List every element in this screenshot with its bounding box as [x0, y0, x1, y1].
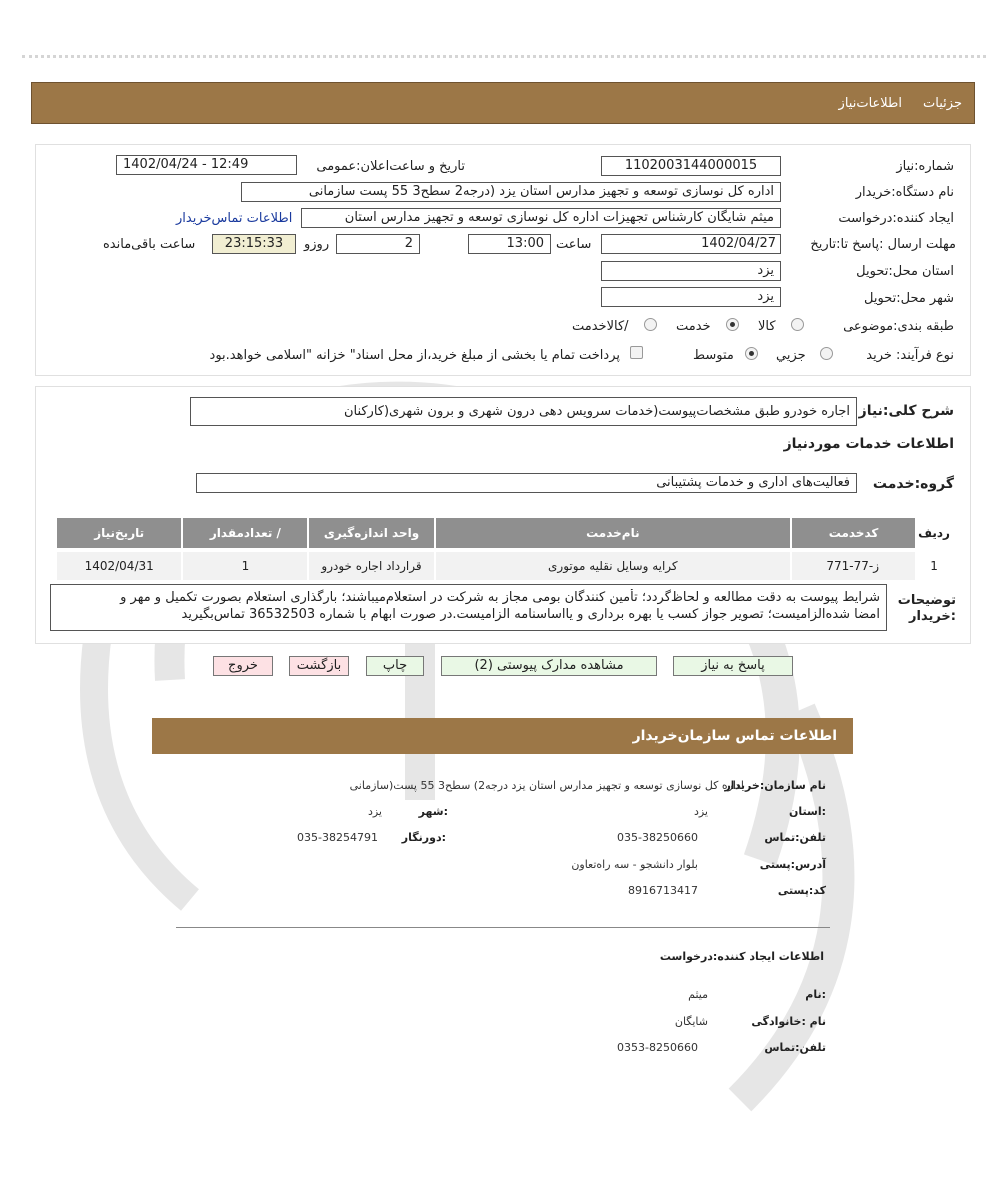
province-field: یزد — [601, 261, 781, 281]
service-group-field: فعالیت‌های اداری و خدمات پشتیبانی — [196, 473, 857, 493]
table-header-row — [57, 518, 952, 548]
city-field: یزد — [601, 287, 781, 307]
col-service-name: نام‌خدمت — [435, 518, 791, 548]
reply-button[interactable]: پاسخ به نیاز — [673, 656, 793, 676]
creator-family-value: شایگان — [674, 1015, 708, 1028]
contact-city-label: :شهر — [418, 805, 448, 818]
process-medium-radio[interactable] — [745, 347, 758, 360]
print-button[interactable]: چاپ — [366, 656, 424, 676]
creator-field: میثم شایگان کارشناس تجهیزات اداره کل نوسازی توسعه و تجهیز مدارس استان — [301, 208, 781, 228]
creator-phone-value: 0353-8250660 — [617, 1041, 698, 1054]
category-label: طبقه بندی:موضوعی — [843, 319, 954, 334]
deadline-date-field: 1402/04/27 — [601, 234, 781, 254]
contact-postal-label: کد:پستی — [777, 884, 826, 897]
remaining-label: ساعت باقی‌مانده — [103, 237, 196, 252]
province-label: استان محل:تحویل — [856, 264, 954, 279]
cell-need-date: 1402/04/31 — [57, 552, 182, 580]
announce-label: تاریخ و ساعت‌اعلان:عمومی — [316, 159, 465, 174]
tab-details[interactable]: جزئیات — [923, 96, 962, 111]
creator-family-label: نام :خانوادگی — [751, 1015, 826, 1028]
contact-province-label: :استان — [789, 805, 826, 818]
top-divider — [22, 55, 986, 58]
contact-phone-label: تلفن:تماس — [764, 831, 826, 844]
buyer-contact-link[interactable]: اطلاعات تماس‌خریدار — [176, 211, 293, 226]
buyer-notes-box — [50, 584, 887, 631]
need-number-field: 1102003144000015 — [601, 156, 781, 176]
category-service-radio[interactable] — [726, 318, 739, 331]
category-goods-service-radio[interactable] — [644, 318, 657, 331]
remaining-time-field: 23:15:33 — [212, 234, 296, 254]
treasury-payment-note: پرداخت تمام یا بخشی از مبلغ خرید،از محل اسناد" خزانه "اسلامی خواهد.بود — [209, 348, 620, 363]
creator-name-value: میثم — [688, 988, 708, 1001]
col-row-number: ردیف — [916, 518, 952, 548]
contact-phone-value: 035-38250660 — [617, 831, 698, 844]
contact-address-value: بلوار دانشجو - سه راه‌تعاون — [571, 858, 698, 871]
contact-org-value: اداره کل نوسازی توسعه و تجهیز مدارس استان یزد درجه2) سطح3 55 پست(سازمانی — [349, 779, 744, 792]
general-desc-label: شرح کلی:نیاز — [858, 403, 954, 419]
need-number-label: شماره:نیاز — [896, 159, 954, 174]
buyer-notes-line2: امضا شده‌الزامیست؛ تصویر جواز کسب یا بهره برداری و یااساسنامه الزامیست.در صورت ابهام با شماره 36532503 تماس‌بگیرید — [181, 607, 880, 622]
days-label: روزو — [304, 237, 330, 252]
creator-info-title: اطلاعات ایجاد کننده:درخواست — [659, 950, 824, 963]
contact-divider — [176, 927, 830, 928]
treasury-payment-checkbox[interactable] — [630, 346, 643, 359]
cell-service-code: ز-77-771 — [791, 552, 916, 580]
process-medium-label: متوسط — [693, 348, 734, 363]
col-service-code: کدخدمت — [791, 518, 916, 548]
cell-row-number: 1 — [916, 552, 952, 580]
cell-unit: قرارداد اجاره خودرو — [308, 552, 434, 580]
deadline-time-field: 13:00 — [468, 234, 551, 254]
table-row — [57, 552, 952, 580]
general-desc-field: اجاره خودرو طبق مشخصات‌پیوست(خدمات سرویس دهی درون شهری و برون شهری(کارکنان — [190, 397, 857, 426]
cell-quantity: 1 — [182, 552, 308, 580]
creator-label: ایجاد کننده:درخواست — [838, 211, 954, 226]
contact-fax-label: :دورنگار — [401, 831, 446, 844]
contact-province-value: یزد — [693, 805, 708, 818]
city-label: شهر محل:تحویل — [864, 291, 954, 306]
creator-name-label: :نام — [805, 988, 826, 1001]
services-table — [57, 518, 953, 580]
tab-need-info[interactable]: اطلاعات‌نیاز — [838, 96, 902, 111]
contact-fax-value: 035-38254791 — [297, 831, 378, 844]
creator-phone-label: تلفن:تماس — [764, 1041, 826, 1054]
col-unit: واحد اندازه‌گیری — [308, 518, 434, 548]
service-group-label: گروه:خدمت — [872, 476, 954, 492]
announce-field: 1402/04/24 - 12:49 — [116, 155, 297, 175]
need-info-panel — [35, 144, 971, 376]
exit-button[interactable]: خروج — [213, 656, 273, 676]
col-need-date: تاریخ‌نیاز — [57, 518, 182, 548]
services-title: اطلاعات خدمات موردنیاز — [783, 436, 954, 452]
buyer-notes-label: توضیحات :خریدار — [897, 593, 956, 624]
col-quantity: / تعدادمقدار — [182, 518, 308, 548]
cell-service-name: کرایه وسایل نقلیه موتوری — [435, 552, 791, 580]
buyer-contact-title: اطلاعات تماس سازمان‌خریدار — [632, 728, 837, 744]
contact-postal-value: 8916713417 — [628, 884, 698, 897]
category-goods-service-label: /کالاخدمت — [572, 319, 629, 334]
view-attachments-button[interactable]: مشاهده مدارک پیوستی (2) — [441, 656, 657, 676]
process-label: نوع فرآیند: خرید — [866, 348, 954, 363]
page-header — [31, 82, 975, 124]
process-partial-radio[interactable] — [820, 347, 833, 360]
days-field: 2 — [336, 234, 420, 254]
buyer-notes-line1: شرایط پیوست به دقت مطالعه و لحاظ‌گردد؛ تأمین کنندگان بومی مجاز به شرکت در استعلام‌میباشند؛ بارگذاری استعلام بصورت تکمیل و مهر و — [120, 590, 880, 605]
contact-city-value: یزد — [367, 805, 382, 818]
category-service-label: خدمت — [676, 319, 711, 334]
deadline-label: مهلت ارسال :پاسخ تا:تاریخ — [810, 237, 956, 252]
process-partial-label: جزیي — [776, 348, 806, 363]
time-label: ساعت — [556, 237, 592, 252]
category-goods-label: کالا — [758, 319, 776, 334]
buyer-contact-header — [152, 718, 853, 754]
contact-address-label: آدرس:پستی — [759, 858, 826, 871]
category-goods-radio[interactable] — [791, 318, 804, 331]
buyer-org-field: اداره کل نوسازی توسعه و تجهیز مدارس استان یزد (درجه2 سطح3 55 پست سازمانی — [241, 182, 781, 202]
back-button[interactable]: بازگشت — [289, 656, 349, 676]
contact-org-label: نام سازمان:خریدار — [724, 779, 826, 792]
buyer-org-label: نام دستگاه:خریدار — [855, 185, 954, 200]
